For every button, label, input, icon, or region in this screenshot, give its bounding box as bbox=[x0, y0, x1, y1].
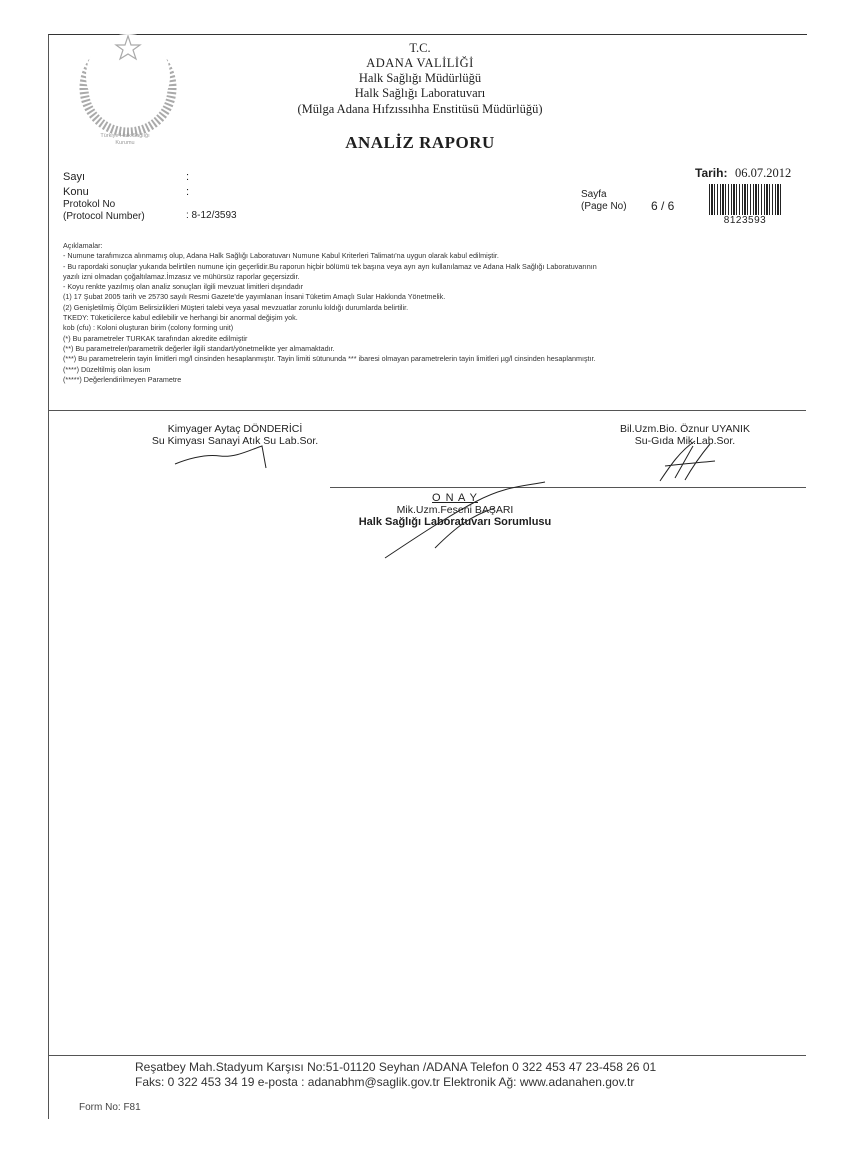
footer-contact: Faks: 0 322 453 34 19 e-posta : adanabhm@saglik.gov.tr Elektronik Ağ: www.adanahen.gov.tr bbox=[135, 1075, 635, 1089]
sayi-colon: : bbox=[186, 171, 190, 183]
notes-divider bbox=[49, 410, 806, 411]
header-directorate: Halk Sağlığı Müdürlüğü bbox=[358, 71, 482, 85]
note-line: (****) Düzeltilmiş olan kısım bbox=[63, 364, 151, 374]
protocol-label bbox=[63, 199, 145, 223]
header-laboratory: Halk Sağlığı Laboratuvarı bbox=[354, 86, 486, 100]
footer-divider bbox=[49, 1055, 806, 1056]
note-line: (2) Genişletilmiş Ölçüm Belirsizlikleri Müşteri talebi veya yasal mevzuatlar zorunlu kıldığı durumlarda belirtilir. bbox=[63, 302, 409, 312]
note-line: TKEDY: Tüketicilerce kabul edilebilir ve herhangi bir anormal değişim yok. bbox=[63, 313, 298, 323]
page-frame bbox=[48, 34, 807, 1119]
note-line: (***) Bu parametrelerin tayin limitleri mg/l cinsinden hesaplanmıştır. Tayin limiti sütununda *** ibaresi olmayan parametrelerin tayin limitleri µg/l cinsinden hesaplanmıştır. bbox=[63, 354, 596, 364]
note-line: (*) Bu parametreler TURKAK tarafından akredite edilmiştir bbox=[63, 333, 248, 343]
protocol-label-en: (Protocol Number) bbox=[63, 211, 145, 222]
header-tc: T.C. bbox=[409, 41, 431, 55]
konu-colon: : bbox=[186, 186, 190, 198]
protocol-label-tr: Protokol No bbox=[63, 199, 116, 210]
date-label: Tarih: bbox=[695, 166, 728, 180]
note-line: kob (cfu) : Koloni oluşturan birim (colony forming unit) bbox=[63, 323, 234, 333]
approval-title: Halk Sağlığı Laboratuvarı Sorumlusu bbox=[358, 516, 552, 528]
page-no-label-tr: Sayfa bbox=[581, 189, 607, 200]
logo-caption-line2: Kurumu bbox=[115, 140, 135, 146]
note-line: - Bu rapordaki sonuçlar yukarıda belirtilen numune için geçerlidir.Bu raporun hiçbir bölümü tek başına veya ayrı ayrı kullanılamaz ve Adana Halk Sağlığı Laboratuvarının bbox=[63, 261, 597, 271]
approval-name: Mik.Uzm.Feseni BAŞARI bbox=[396, 504, 514, 516]
page-no-label-en: (Page No) bbox=[581, 201, 627, 212]
barcode-bars-icon bbox=[709, 184, 781, 218]
explanations-heading: Açıklamalar: bbox=[63, 241, 103, 250]
header-governorship: ADANA VALİLİĞİ bbox=[366, 56, 474, 70]
approval-signature-icon bbox=[375, 478, 555, 568]
note-line: (*****) Değerlendirilmeyen Parametre bbox=[63, 374, 182, 384]
right-signature-icon bbox=[655, 436, 725, 486]
footer-address: Reşatbey Mah.Stadyum Karşısı No:51-01120 Seyhan /ADANA Telefon 0 322 453 47 23-458 26 01 bbox=[135, 1060, 657, 1074]
explanations bbox=[63, 241, 803, 385]
note-line: - Koyu renkte yazılmış olan analiz sonuçları ilgili mevzuat limitleri dışındadır bbox=[63, 282, 304, 292]
barcode-text: 8123593 bbox=[709, 215, 781, 226]
logo-caption-line1: Türkiye Halk Sağlığı bbox=[100, 133, 150, 139]
note-line: (1) 17 Şubat 2005 tarih ve 25730 sayılı Resmi Gazete'de yayımlanan İnsani Tüketim Amaçlı Sular Hakkında Yönetmelik. bbox=[63, 292, 446, 302]
crescent-star-logo-icon bbox=[70, 30, 190, 130]
right-signatory-name: Bil.Uzm.Bio. Öznur UYANIK bbox=[620, 423, 750, 435]
date-value: 06.07.2012 bbox=[735, 166, 792, 180]
left-signature-icon bbox=[170, 440, 290, 470]
form-number: Form No: F81 bbox=[79, 1102, 141, 1113]
sayi-label: Sayı bbox=[63, 171, 86, 183]
barcode bbox=[709, 184, 781, 228]
left-signatory-name: Kimyager Aytaç DÖNDERİCİ bbox=[167, 423, 303, 435]
left-signatory-title: Su Kimyası Sanayi Atık Su Lab.Sor. bbox=[151, 435, 319, 447]
header-former-name: (Mülga Adana Hıfzıssıhha Enstitüsü Müdürlüğü) bbox=[297, 102, 543, 116]
right-signatory-title: Su-Gıda Mik.Lab.Sor. bbox=[634, 435, 736, 447]
note-line: (**) Bu parametreler/parametrik değerler ilgili standart/yönetmelikte yer almamaktadır. bbox=[63, 343, 335, 353]
page-title: ANALİZ RAPORU bbox=[345, 133, 495, 152]
konu-label: Konu bbox=[63, 186, 89, 198]
note-line: - Numune tarafımızca alınmamış olup, Adana Halk Sağlığı Laboratuvarı Numune Kabul Kriterleri Talimatı'na uygun olarak kabul edilmiştir. bbox=[63, 251, 499, 261]
note-line: yazılı izni olmadan çoğaltılamaz.İmzasız ve mühürsüz raporlar geçersizdir. bbox=[63, 271, 300, 281]
protocol-value: : 8-12/3593 bbox=[186, 210, 237, 221]
logo-caption bbox=[70, 133, 180, 147]
page-no-label bbox=[581, 189, 627, 213]
page-no-value: 6 / 6 bbox=[651, 199, 675, 213]
approval-label: O N A Y bbox=[432, 492, 478, 504]
